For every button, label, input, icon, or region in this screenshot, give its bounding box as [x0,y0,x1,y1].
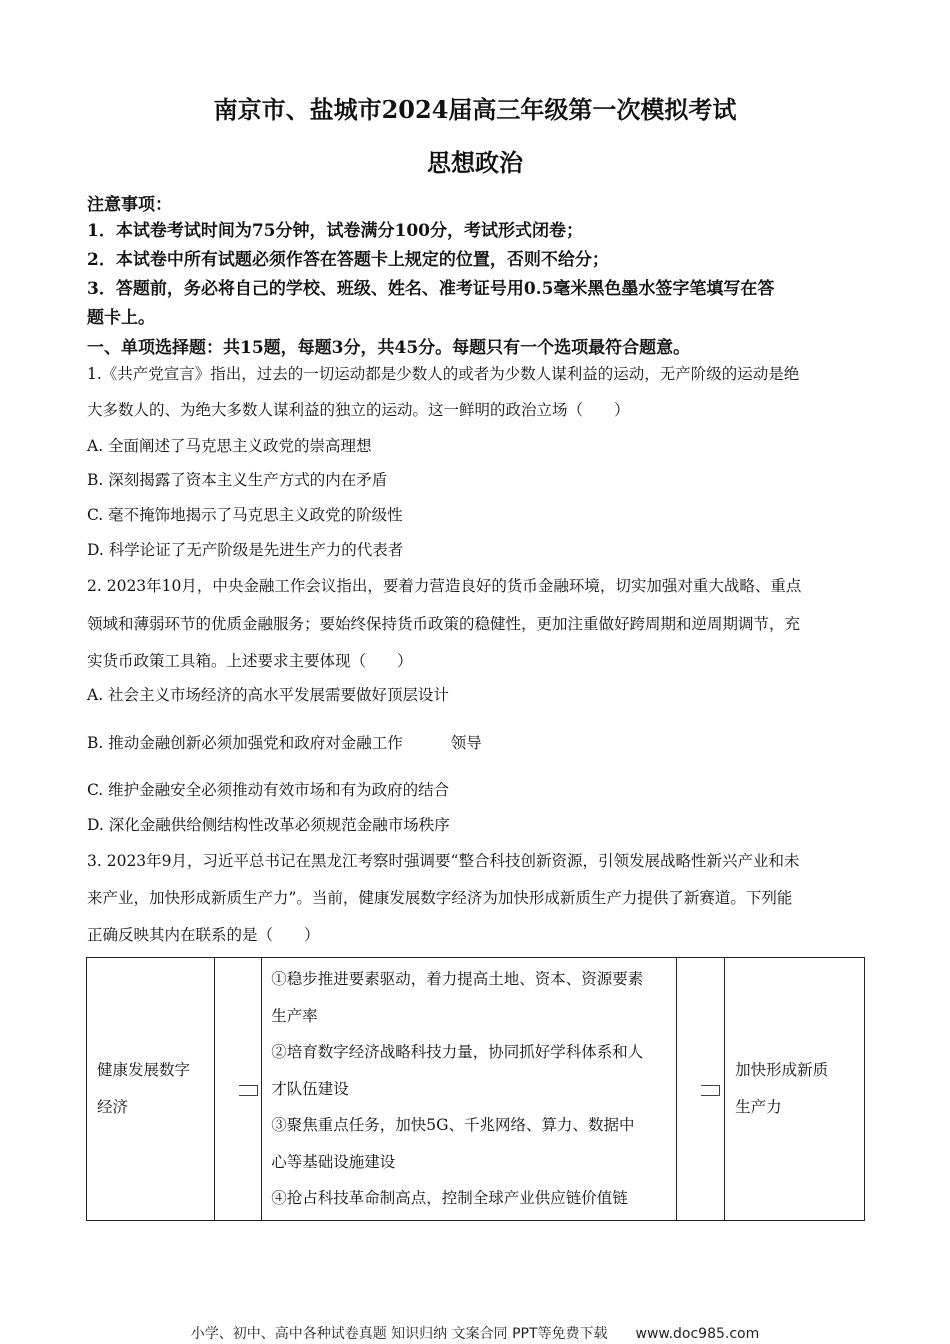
q2-option-a: A. 社会主义市场经济的高水平发展需要做好顶层设计 [87,686,450,704]
q3-logic-chain-table [86,957,865,1221]
chain-arrow-cell-1 [214,958,262,1221]
bracket-arrow-icon [239,1085,258,1096]
chain-options-cell [262,958,677,1221]
chain-start-line-1: 健康发展数字 [97,1061,191,1079]
chain-end-line-1: 加快形成新质 [735,1061,829,1079]
chain-option-4-line-1: ④抢占科技革命制高点，控制全球产业供应链价值链 [271,1189,628,1208]
notice-item-3: 3．答题前，务必将自己的学校、班级、姓名、准考证号用0.5毫米黑色墨水签字笔填写在答 [87,279,775,299]
chain-arrow-cell-2 [677,958,725,1221]
q1-option-a: A. 全面阐述了马克思主义政党的崇高理想 [87,437,372,455]
q1-option-c: C. 毫不掩饰地揭示了马克思主义政党的阶级性 [87,506,403,524]
footer-text: 小学、初中、高中各种试卷真题 知识归纳 文案合同 PPT等免费下载 [190,1326,608,1342]
q1-option-d: D. 科学论证了无产阶级是先进生产力的代表者 [87,541,404,559]
q2-option-d: D. 深化金融供给侧结构性改革必须规范金融市场秩序 [87,816,450,834]
footer-link[interactable]: www.doc985.com [635,1326,760,1342]
q1-option-b: B. 深刻揭露了资本主义生产方式的内在矛盾 [87,471,388,489]
chain-option-1-line-2: 生产率 [271,1006,318,1025]
subject-title: 思想政治 [427,148,523,177]
notice-item-3-cont: 题卡上。 [87,308,155,328]
chain-option-2-line-2: 才队伍建设 [271,1079,349,1098]
notice-heading: 注意事项： [87,195,172,215]
chain-end-line-2: 生产力 [735,1098,782,1116]
chain-option-2-line-1: ②培育数字经济战略科技力量，协同抓好学科体系和人 [271,1043,644,1062]
notice-item-1: 1．本试卷考试时间为75分钟，试卷满分100分，考试形式闭卷； [87,221,583,241]
q3-stem-line-1: 3. 2023年9月，习近平总书记在黑龙江考察时强调要“整合科技创新资源，引领发展战略性新兴产业和未 [87,852,800,870]
bracket-arrow-icon [701,1085,720,1096]
chain-start-line-2: 经济 [97,1098,129,1116]
q2-stem-line-3: 实货币政策工具箱。上述要求主要体现（ ） [87,652,413,670]
q2-option-b [87,725,867,762]
exam-title: 南京市、盐城市2024届高三年级第一次模拟考试 [213,95,737,124]
notice-item-2: 2．本试卷中所有试题必须作答在答题卡上规定的位置，否则不给分； [87,250,609,270]
q2-stem-line-2: 领域和薄弱环节的优质金融服务；要始终保持货币政策的稳健性，更加注重做好跨周期和逆周期调节，充 [87,615,801,633]
q2-option-c: C. 维护金融安全必须推动有效市场和有为政府的结合 [87,781,450,799]
chain-option-3-line-2: 心等基础设施建设 [271,1152,396,1171]
q2-option-b-text: B. 推动金融创新必须加强党和政府对金融工作 [87,734,403,752]
chain-start-cell [87,958,215,1221]
q2-option-b-tail: 领导 [450,734,482,752]
page-footer [0,1323,950,1343]
q2-stem-line-1: 2. 2023年10月，中央金融工作会议指出，要着力营造良好的货币金融环境，切实加强对重大战略、重点 [87,577,802,595]
chain-end-cell [725,958,865,1221]
q1-stem-line-1: 1.《共产党宣言》指出，过去的一切运动都是少数人的或者为少数人谋利益的运动，无产阶级的运动是绝 [87,365,800,383]
q1-stem-line-2: 大多数人的、为绝大多数人谋利益的独立的运动。这一鲜明的政治立场（ ） [87,401,630,419]
chain-option-1-line-1: ①稳步推进要素驱动，着力提高土地、资本、资源要素 [271,970,644,989]
q3-stem-line-2: 来产业，加快形成新质生产力”。当前，健康发展数字经济为加快形成新质生产力提供了新赛道。下列能 [87,889,793,907]
section-heading: 一、单项选择题：共15题，每题3分，共45分。每题只有一个选项最符合题意。 [87,338,691,358]
chain-option-3-line-1: ③聚焦重点任务，加快5G、千兆网络、算力、数据中 [271,1116,635,1135]
q3-stem-line-3: 正确反映其内在联系的是（ ） [87,926,320,944]
